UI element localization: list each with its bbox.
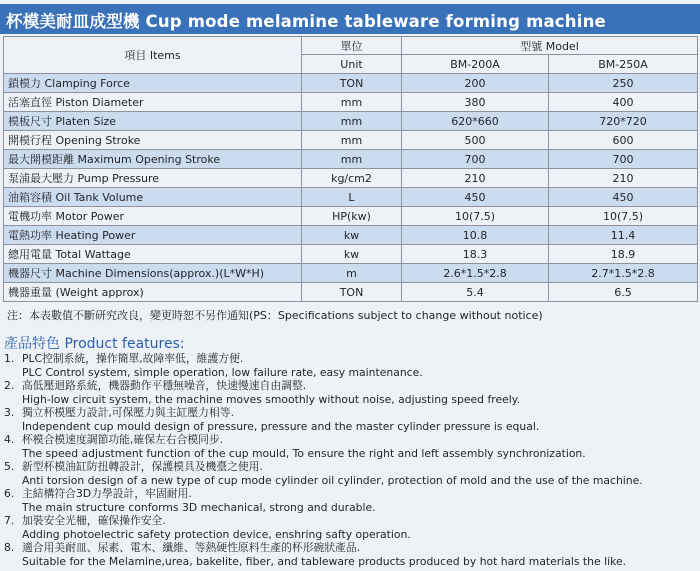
- header-model-1: BM-200A: [402, 55, 549, 74]
- table-row: [4, 131, 698, 150]
- row-unit: mm: [302, 112, 402, 131]
- row-value-model-2: 400: [549, 93, 698, 112]
- feature-number: 4.: [4, 433, 15, 446]
- row-value-model-1: 380: [402, 93, 549, 112]
- feature-number: 8.: [4, 541, 15, 554]
- row-item-label: 鎖模力 Clamping Force: [4, 74, 302, 93]
- table-row: [4, 226, 698, 245]
- row-value-model-1: 700: [402, 150, 549, 169]
- row-item-label: 機器尺寸 Machine Dimensions(approx.)(L*W*H): [4, 264, 302, 283]
- row-unit: HP(kw): [302, 207, 402, 226]
- table-row: [4, 264, 698, 283]
- row-item-label: 最大開模距離 Maximum Opening Stroke: [4, 150, 302, 169]
- feature-item: [4, 460, 694, 487]
- table-row: [4, 74, 698, 93]
- feature-text-zh: 加裝安全光柵，確保操作安全.: [22, 514, 166, 527]
- feature-text-en: Anti torsion design of a new type of cup mode cylinder oil cylinder, protection of mold and the use of the machine.: [22, 473, 643, 487]
- table-header-row: [4, 37, 698, 55]
- row-value-model-2: 11.4: [549, 226, 698, 245]
- table-row: [4, 93, 698, 112]
- feature-text-zh: 獨立杯模壓力設計,可保壓力與主缸壓力相等.: [22, 406, 235, 419]
- row-value-model-1: 620*660: [402, 112, 549, 131]
- feature-number: 6.: [4, 487, 15, 500]
- header-items: 項目 Items: [4, 37, 302, 74]
- row-unit: kg/cm2: [302, 169, 402, 188]
- title-banner: [0, 4, 700, 34]
- feature-text-zh: PLC控制系統，操作簡單,故障率低，維護方便.: [22, 352, 244, 365]
- table-row: [4, 245, 698, 264]
- row-value-model-2: 210: [549, 169, 698, 188]
- feature-text-zh: 新型杯模油缸防扭轉設計，保護模具及機臺之使用.: [22, 460, 263, 473]
- row-unit: kw: [302, 226, 402, 245]
- feature-item: [4, 514, 694, 541]
- row-value-model-2: 2.7*1.5*2.8: [549, 264, 698, 283]
- table-row: [4, 112, 698, 131]
- row-item-label: 活塞直徑 Piston Diameter: [4, 93, 302, 112]
- feature-text-en: PLC Control system, simple operation, low failure rate, easy maintenance.: [22, 365, 423, 379]
- feature-text-zh: 杯模合模速度調節功能,確保左右合模同步.: [22, 433, 224, 446]
- row-item-label: 開模行程 Opening Stroke: [4, 131, 302, 150]
- spec-table: [3, 36, 698, 302]
- feature-number: 5.: [4, 460, 15, 473]
- row-unit: mm: [302, 93, 402, 112]
- page-title: 杯模美耐皿成型機 Cup mode melamine tableware forming machine: [6, 12, 606, 31]
- feature-text-en: The speed adjustment function of the cup mould, To ensure the right and left assembly synchronization.: [22, 446, 586, 460]
- feature-item: [4, 379, 694, 406]
- feature-text-en: High-low circuit system, the machine moves smoothly without noise, adjusting speed freely.: [22, 392, 521, 406]
- spec-note: 注：本表數值不斷研究改良，變更時恕不另作通知(PS：Specifications subject to change without notice): [7, 309, 543, 322]
- row-item-label: 總用電量 Total Wattage: [4, 245, 302, 264]
- row-value-model-1: 2.6*1.5*2.8: [402, 264, 549, 283]
- features-list: [4, 352, 694, 568]
- table-row: [4, 207, 698, 226]
- row-item-label: 機器重量 (Weight approx): [4, 283, 302, 302]
- header-unit-zh: 單位: [302, 37, 402, 55]
- row-value-model-1: 10(7.5): [402, 207, 549, 226]
- table-row: [4, 283, 698, 302]
- feature-text-en: Suitable for the Melamine,urea, bakelite, fiber, and tableware products produced by hot hard materials the like.: [22, 554, 627, 568]
- row-value-model-2: 720*720: [549, 112, 698, 131]
- header-unit-en: Unit: [302, 55, 402, 74]
- row-value-model-2: 600: [549, 131, 698, 150]
- feature-item: [4, 541, 694, 568]
- feature-text-zh: 適合用美耐皿、尿素、電木、纖維、等熱硬性原料生產的杯形碗狀產品.: [22, 541, 361, 554]
- feature-number: 2.: [4, 379, 15, 392]
- header-model-group: 型號 Model: [402, 37, 698, 55]
- row-value-model-1: 18.3: [402, 245, 549, 264]
- row-value-model-1: 210: [402, 169, 549, 188]
- feature-number: 3.: [4, 406, 15, 419]
- feature-text-en: Adding photoelectric safety protection device, enshring safty operation.: [22, 527, 411, 541]
- row-unit: mm: [302, 150, 402, 169]
- row-value-model-1: 5.4: [402, 283, 549, 302]
- feature-text-zh: 主結構符合3D力學設計，牢固耐用.: [22, 487, 192, 500]
- row-item-label: 電機功率 Motor Power: [4, 207, 302, 226]
- row-value-model-1: 200: [402, 74, 549, 93]
- row-unit: m: [302, 264, 402, 283]
- row-unit: kw: [302, 245, 402, 264]
- feature-number: 1.: [4, 352, 15, 365]
- row-unit: TON: [302, 283, 402, 302]
- row-value-model-2: 18.9: [549, 245, 698, 264]
- row-item-label: 泵浦最大壓力 Pump Pressure: [4, 169, 302, 188]
- row-unit: L: [302, 188, 402, 207]
- row-value-model-2: 6.5: [549, 283, 698, 302]
- table-row: [4, 150, 698, 169]
- row-unit: TON: [302, 74, 402, 93]
- row-value-model-2: 250: [549, 74, 698, 93]
- features-title: 產品特色 Product features:: [4, 336, 185, 352]
- row-value-model-2: 450: [549, 188, 698, 207]
- feature-text-en: Independent cup mould design of pressure, pressure and the master cylinder pressure is equal.: [22, 419, 540, 433]
- row-value-model-1: 500: [402, 131, 549, 150]
- feature-item: [4, 352, 694, 379]
- table-row: [4, 169, 698, 188]
- row-value-model-1: 10.8: [402, 226, 549, 245]
- feature-item: [4, 487, 694, 514]
- row-item-label: 油箱容積 Oil Tank Volume: [4, 188, 302, 207]
- feature-text-zh: 高低壓迴路系統，機器動作平穩無噪音，快速慢速自由調整.: [22, 379, 307, 392]
- row-value-model-2: 10(7.5): [549, 207, 698, 226]
- row-item-label: 電熱功率 Heating Power: [4, 226, 302, 245]
- row-value-model-2: 700: [549, 150, 698, 169]
- row-item-label: 模板尺寸 Platen Size: [4, 112, 302, 131]
- feature-number: 7.: [4, 514, 15, 527]
- row-value-model-1: 450: [402, 188, 549, 207]
- spec-table-body: [4, 74, 698, 302]
- feature-text-en: The main structure conforms 3D mechanical, strong and durable.: [22, 500, 376, 514]
- header-model-2: BM-250A: [549, 55, 698, 74]
- row-unit: mm: [302, 131, 402, 150]
- feature-item: [4, 406, 694, 433]
- table-row: [4, 188, 698, 207]
- feature-item: [4, 433, 694, 460]
